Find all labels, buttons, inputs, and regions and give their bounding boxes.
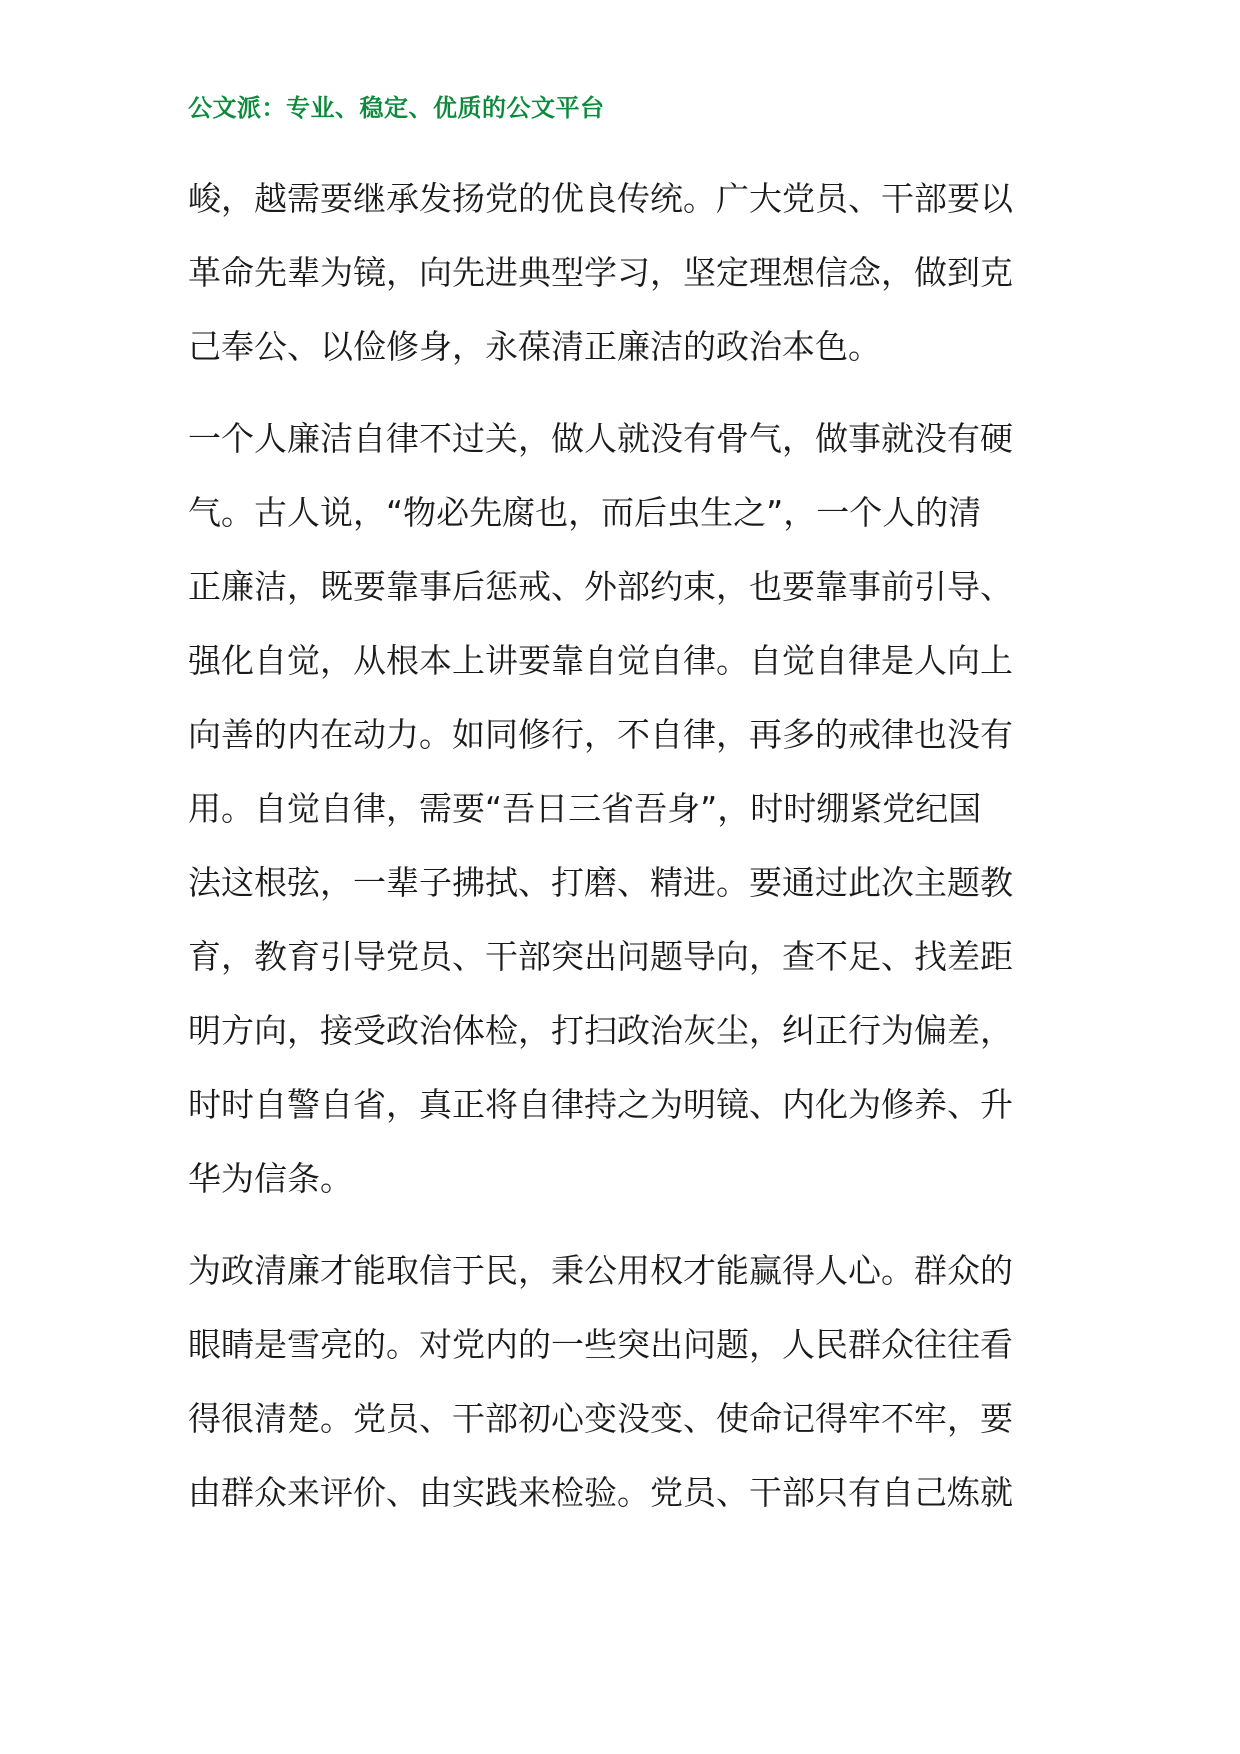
text-line: 得很清楚。党员、干部初心变没变、使命记得牢不牢，要 [188, 1399, 1013, 1438]
text-line: 气。古人说，“物必先腐也，而后虫生之”，一个人的清 [188, 493, 982, 532]
paragraph [188, 1234, 1058, 1530]
document-body [188, 162, 1058, 1530]
text-line: 强化自觉，从根本上讲要靠自觉自律。自觉自律是人向上 [188, 641, 1013, 680]
text-line: 用。自觉自律，需要“吾日三省吾身”，时时绷紧党纪国 [188, 789, 982, 828]
paragraph [188, 162, 1058, 384]
text-line: 向善的内在动力。如同修行，不自律，再多的戒律也没有 [188, 715, 1013, 754]
paragraph [188, 402, 1058, 1216]
text-line: 革命先辈为镜，向先进典型学习，坚定理想信念，做到克 [188, 253, 1013, 292]
page-header: 公文派：专业、稳定、优质的公文平台 [188, 93, 605, 122]
text-line: 峻，越需要继承发扬党的优良传统。广大党员、干部要以 [188, 179, 1013, 218]
paragraph-gap [188, 384, 1058, 402]
text-line: 己奉公、以俭修身，永葆清正廉洁的政治本色。 [188, 327, 881, 366]
text-line: 明方向，接受政治体检，打扫政治灰尘，纠正行为偏差， [188, 1011, 1013, 1050]
text-line: 由群众来评价、由实践来检验。党员、干部只有自己炼就 [188, 1473, 1013, 1512]
text-line: 为政清廉才能取信于民，秉公用权才能赢得人心。群众的 [188, 1251, 1013, 1290]
paragraph-gap [188, 1216, 1058, 1234]
text-line: 法这根弦，一辈子拂拭、打磨、精进。要通过此次主题教 [188, 863, 1013, 902]
text-line: 眼睛是雪亮的。对党内的一些突出问题，人民群众往往看 [188, 1325, 1013, 1364]
text-line: 华为信条。 [188, 1159, 353, 1198]
text-line: 育，教育引导党员、干部突出问题导向，查不足、找差距 [188, 937, 1013, 976]
text-line: 一个人廉洁自律不过关，做人就没有骨气，做事就没有硬 [188, 419, 1013, 458]
text-line: 时时自警自省，真正将自律持之为明镜、内化为修养、升 [188, 1085, 1013, 1124]
text-line: 正廉洁，既要靠事后惩戒、外部约束，也要靠事前引导、 [188, 567, 1013, 606]
